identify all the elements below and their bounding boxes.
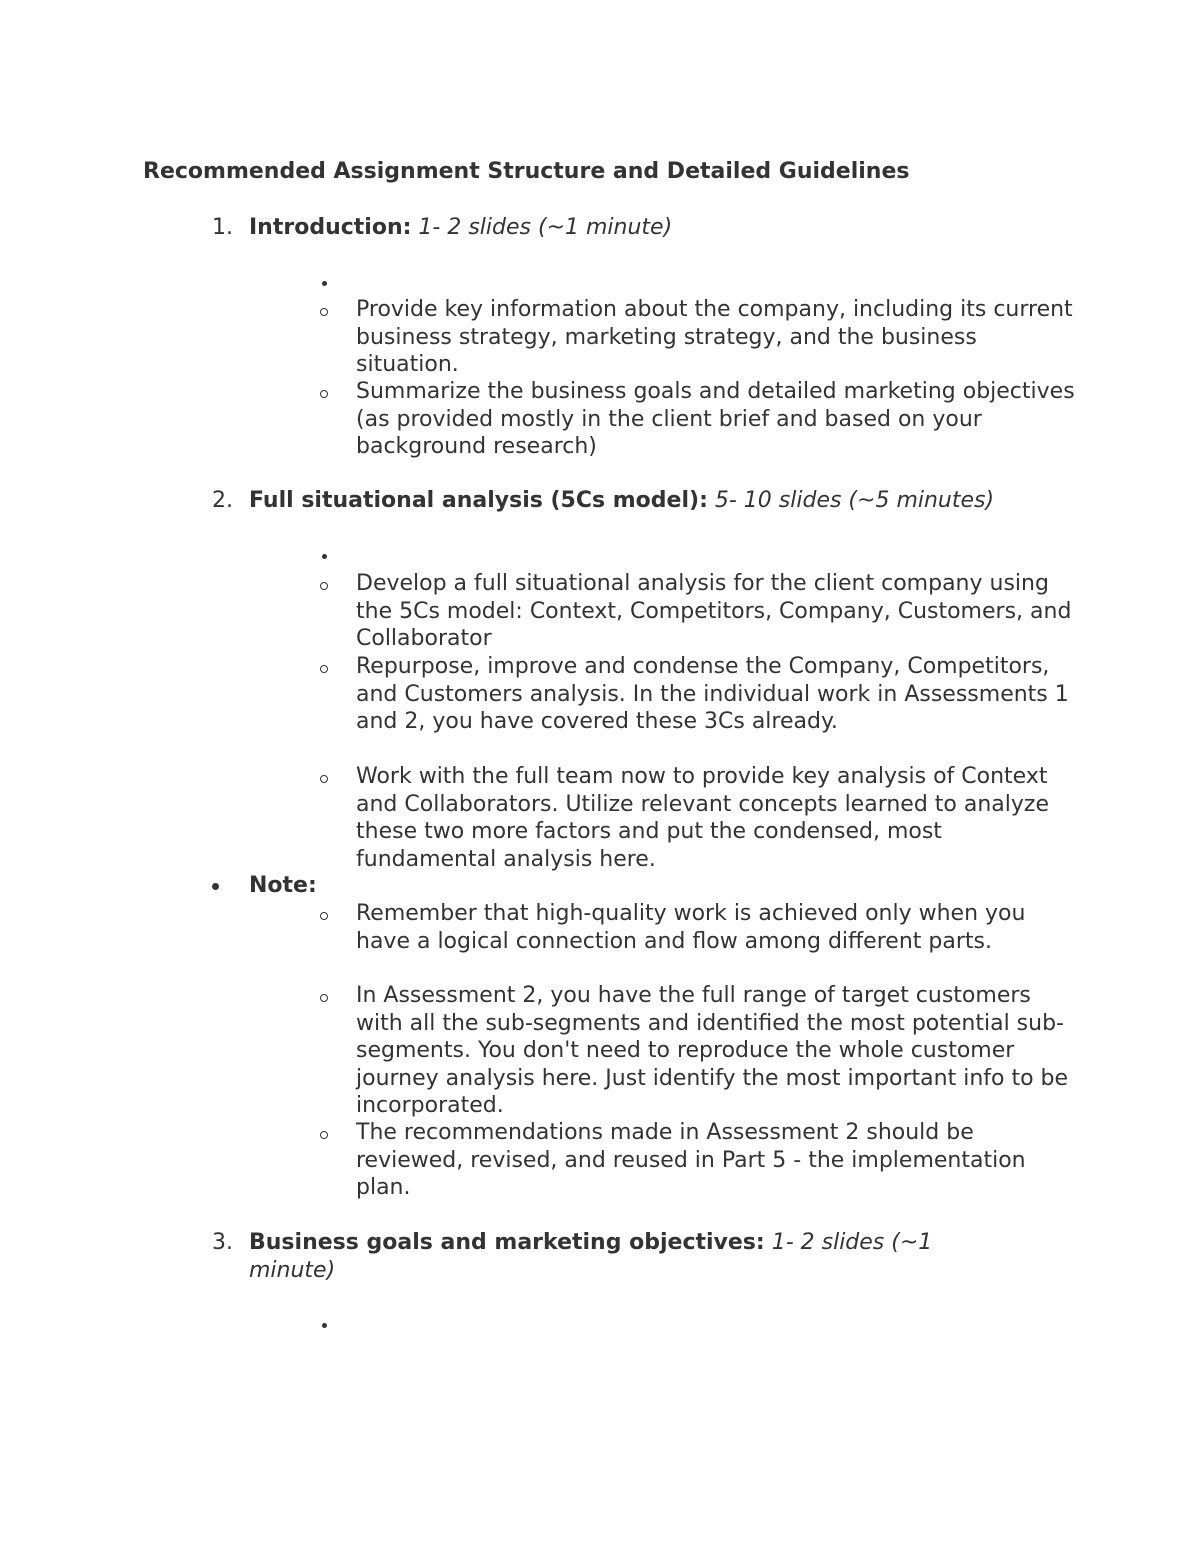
section-heading-line bbox=[249, 487, 1009, 515]
circle-bullet-icon bbox=[320, 665, 328, 673]
section-number: 1. bbox=[212, 215, 233, 240]
circle-bullet-icon bbox=[320, 775, 328, 783]
empty-bullet-dot bbox=[322, 1323, 327, 1328]
circle-bullet-icon bbox=[320, 1131, 328, 1139]
section-number: 2. bbox=[212, 488, 233, 513]
list-item-text: Remember that high-quality work is achieved only when you have a logical connection and flow among different parts. bbox=[356, 901, 1026, 954]
empty-bullet-dot bbox=[322, 554, 327, 559]
circle-bullet-icon bbox=[320, 912, 328, 920]
circle-bullet-icon bbox=[320, 390, 328, 398]
empty-bullet-dot bbox=[322, 281, 327, 286]
section-heading-line bbox=[249, 1229, 1009, 1285]
section-heading: Business goals and marketing objectives: bbox=[249, 1230, 765, 1255]
note-label: Note: bbox=[249, 873, 317, 898]
list-item-text: Provide key information about the company, including its current business strategy, marketing strategy, and the business situation. bbox=[356, 297, 1073, 377]
circle-bullet-icon bbox=[320, 582, 328, 590]
list-item-text: Summarize the business goals and detailed marketing objectives (as provided mostly in the client brief and based on your background research) bbox=[356, 379, 1075, 459]
circle-bullet-icon bbox=[320, 994, 328, 1002]
section-number: 3. bbox=[212, 1230, 233, 1255]
section-heading: Introduction: bbox=[249, 215, 412, 240]
section-heading: Full situational analysis (5Cs model): bbox=[249, 488, 708, 513]
list-item-text: In Assessment 2, you have the full range of target customers with all the sub-segments and identified the most potential sub-segments. You don't need to reproduce the whole customer journey analysis here. Just identify the most important info to be incorporated. bbox=[356, 983, 1069, 1118]
circle-bullet-icon bbox=[320, 308, 328, 316]
section-heading-line bbox=[249, 214, 1009, 242]
list-item-text: The recommendations made in Assessment 2 should be reviewed, revised, and reused in Part 5 - the implementation plan. bbox=[356, 1120, 1026, 1200]
document-title: Recommended Assignment Structure and Detailed Guidelines bbox=[143, 159, 910, 184]
section-detail: 5- 10 slides (~5 minutes) bbox=[714, 488, 995, 513]
bullet-icon bbox=[212, 883, 219, 890]
list-item-text: Work with the full team now to provide key analysis of Context and Collaborators. Utilize relevant concepts learned to analyze these two more factors and put the condensed, most fundamental analysis here. bbox=[356, 764, 1049, 872]
list-item-text: Repurpose, improve and condense the Company, Competitors, and Customers analysis. In the individual work in Assessments 1 and 2, you have covered these 3Cs already. bbox=[356, 654, 1069, 734]
section-detail: 1- 2 slides (~1 minute) bbox=[249, 1230, 933, 1283]
section-detail: 1- 2 slides (~1 minute) bbox=[418, 215, 673, 240]
list-item-text: Develop a full situational analysis for the client company using the 5Cs model: Context, Competitors, Company, Customers, and Collaborator bbox=[356, 571, 1072, 651]
